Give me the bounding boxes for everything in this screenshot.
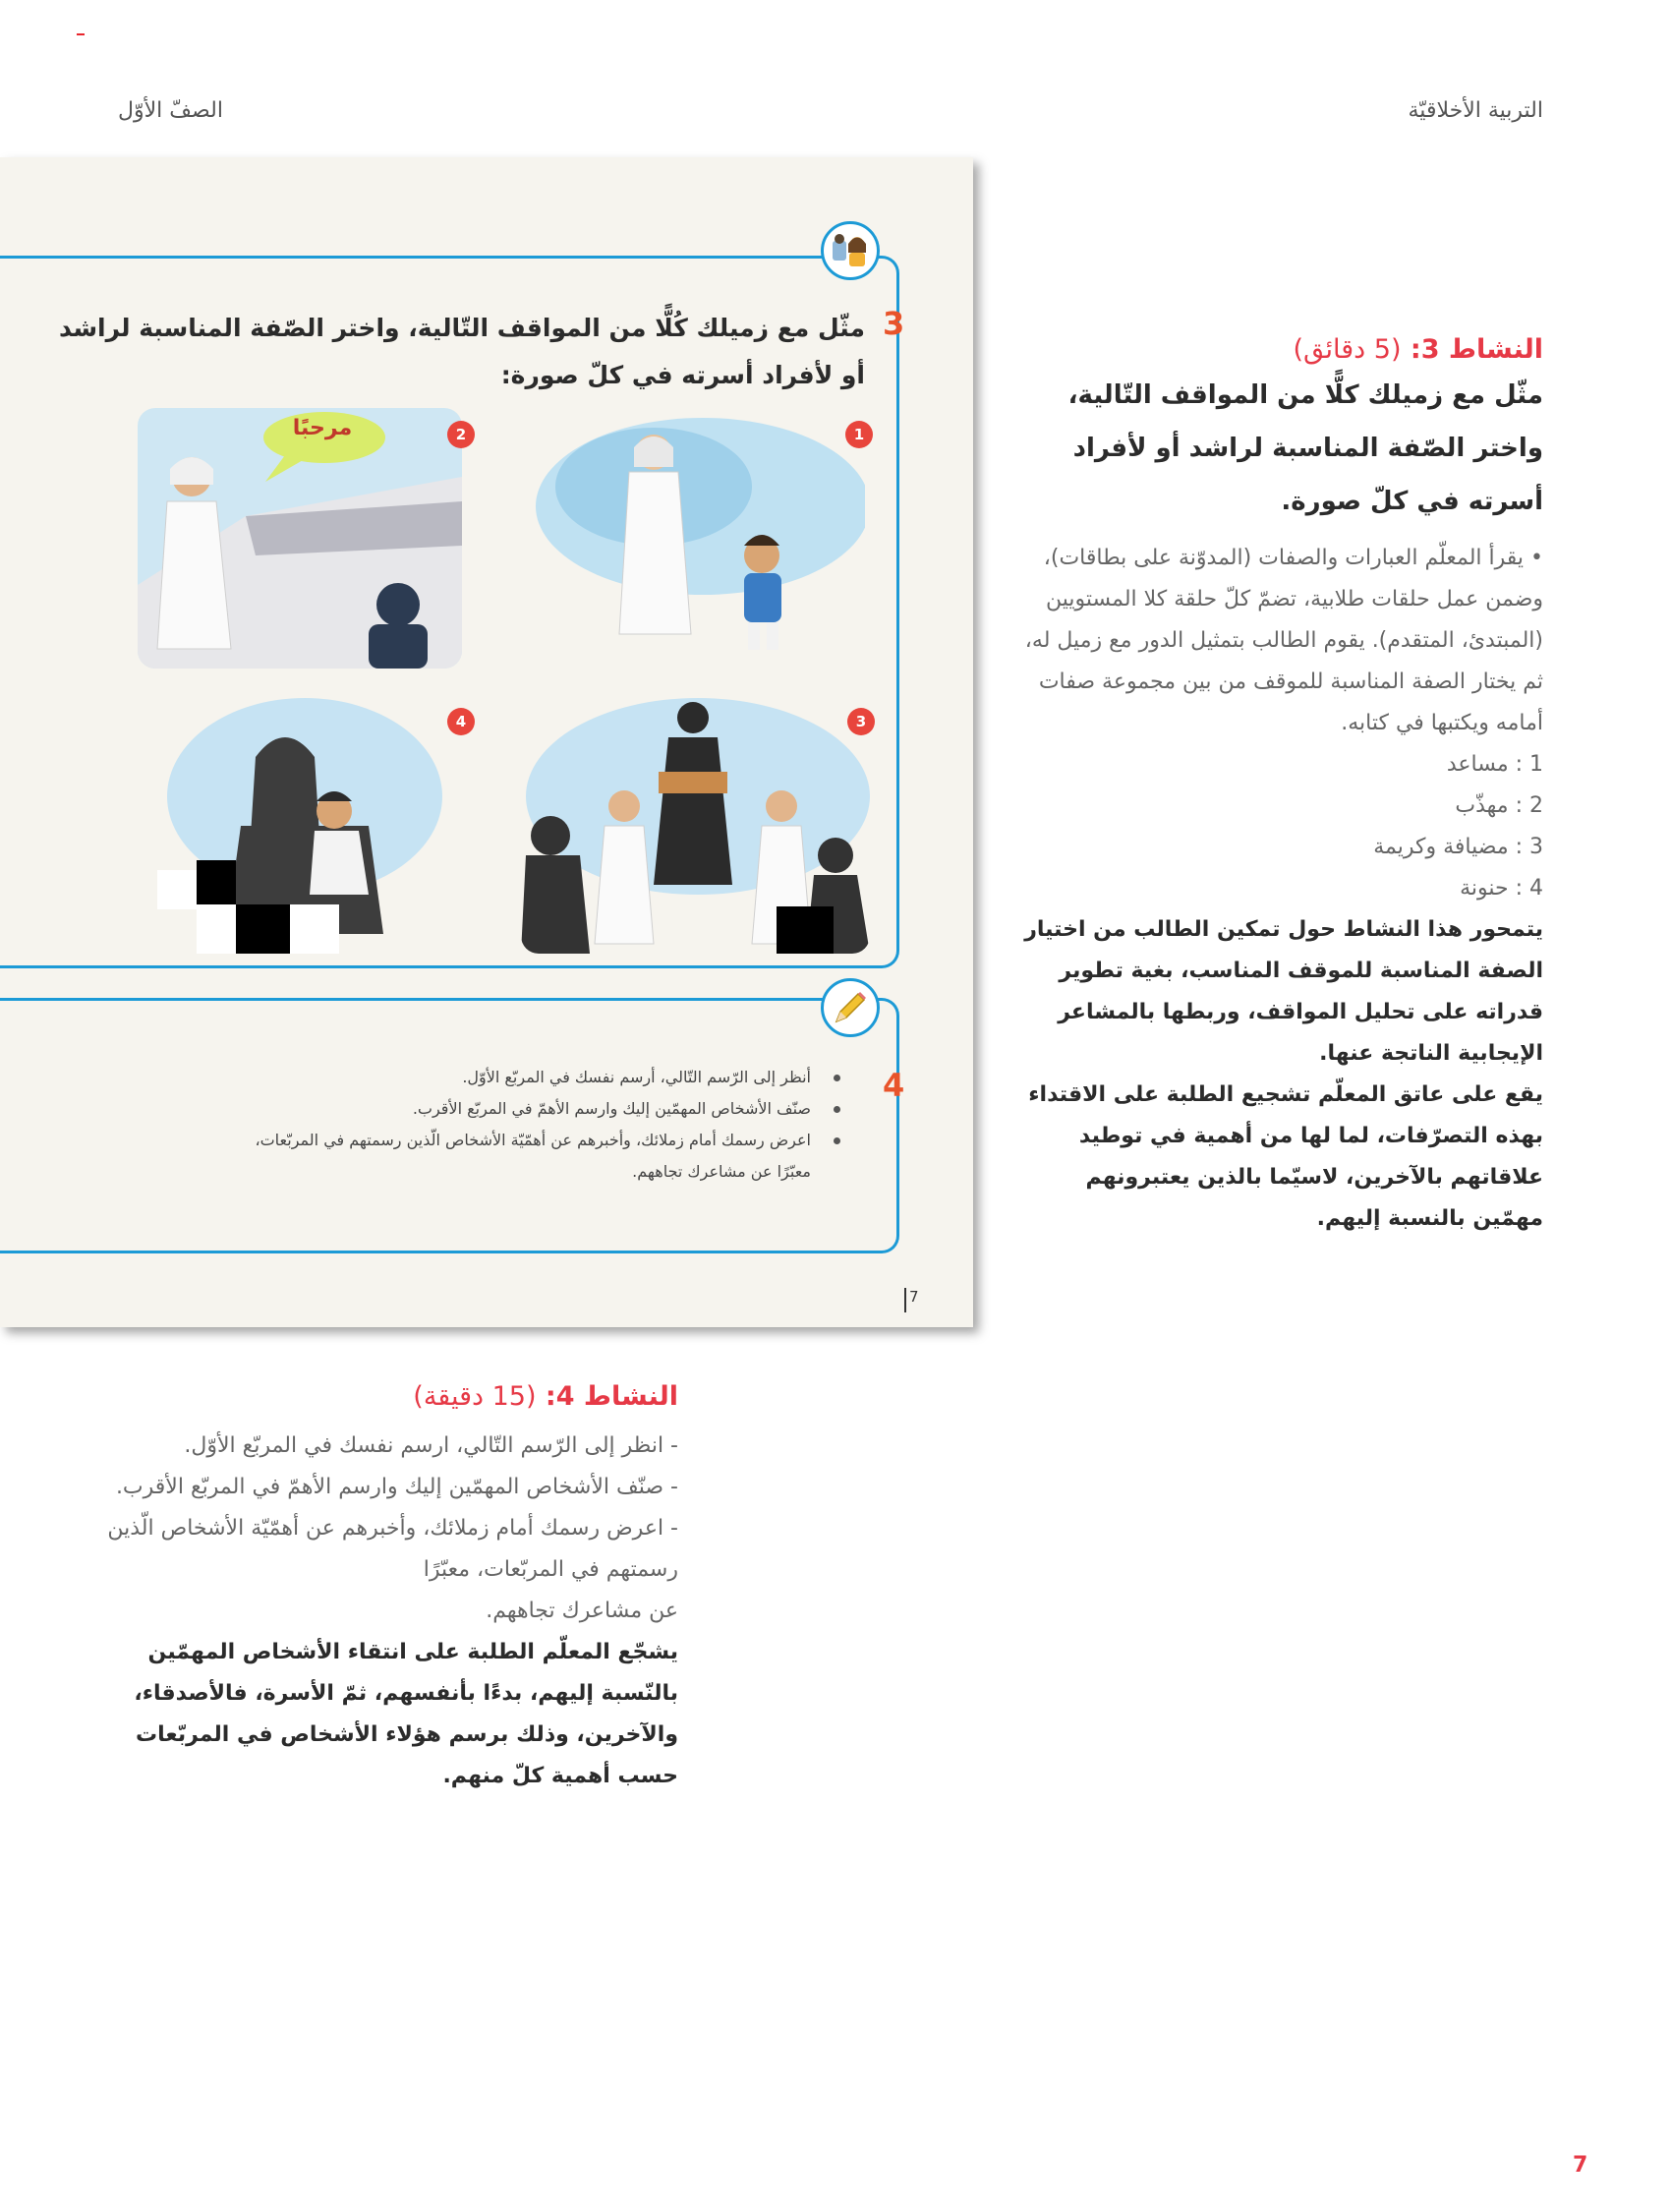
page-number: 7 <box>1573 2153 1588 2178</box>
header-grade: الصفّ الأوّل <box>118 98 223 123</box>
activity-4-title <box>88 1381 678 1412</box>
picture-2 <box>138 408 462 669</box>
list-item: أنظر إلى الرّسم التّالي، أرسم نفسك في المربّع الأوّل. <box>133 1062 840 1093</box>
speech-bubble-text: مرحبًا <box>292 416 353 440</box>
question-4-list <box>133 1062 840 1188</box>
picture-3 <box>521 688 870 954</box>
question-4-number: 4 <box>883 1067 905 1104</box>
picture-1 <box>526 408 865 669</box>
activity-4-line-2: - صنّف الأشخاص المهمّين إليك وارسم الأهمّ في المربّع الأقرب. <box>115 1475 678 1499</box>
activity-4-label: النشاط 4: <box>545 1381 678 1412</box>
activity-4-notes <box>88 1381 678 1797</box>
student-book-page <box>0 157 973 1327</box>
list-item: صنّف الأشخاص المهمّين إليك وارسم الأهمّ في المربّع الأقرب. <box>133 1093 840 1125</box>
list-item: اعرض رسمك أمام زملائك، وأخبرهم عن أهمّيّة الأشخاص الّذين رسمتهم في المربّعات، <box>133 1125 840 1156</box>
question-3-number: 3 <box>883 305 905 342</box>
activity-3-instructions: • يقرأ المعلّم العبارات والصفات (المدوّنة على بطاقات)، وضمن عمل حلقات طلابية، تضمّ كلّ حلقة كلا المستويين (المبتدئ، المتقدم). يقوم الطالب بتمثيل الدور مع زميل له، ثم يختار الصفة المناسبة للموقف من بين مجموعة صفات أمامه ويكتبها في كتابه. <box>1024 546 1543 735</box>
corner-mark <box>77 33 85 35</box>
question-3-text: مثّل مع زميلك كُلًّا من المواقف التّالية، واختر الصّفة المناسبة لراشد أو لأفراد أسرته في كلّ صورة: <box>59 314 865 389</box>
picture-1-number: 1 <box>845 421 873 448</box>
activity-3-notes <box>1012 334 1543 1240</box>
picture-4-number: 4 <box>447 708 475 735</box>
activity-3-option-1: 1 : مساعد <box>1446 752 1543 777</box>
picture-3-number: 3 <box>847 708 875 735</box>
activity-3-lead: مثّل مع زميلك كلًّا من المواقف التّالية، واختر الصّفة المناسبة لراشد أو لأفراد أسرته في كلّ صورة. <box>1067 380 1543 516</box>
book-page-number: 7 <box>909 1288 919 1306</box>
activity-3-title <box>1012 334 1543 365</box>
activity-4-line-1: - انظر إلى الرّسم التّالي، ارسم نفسك في المربّع الأوّل. <box>184 1433 678 1458</box>
activity-3-option-4: 4 : حنونة <box>1460 876 1543 901</box>
picture-2-number: 2 <box>447 421 475 448</box>
pencil-icon <box>821 978 880 1037</box>
activity-4-line-4: عن مشاعرك تجاههم. <box>486 1599 678 1623</box>
picture-4 <box>157 688 452 954</box>
footer-divider <box>904 1288 906 1312</box>
activity-3-option-3: 3 : مضيافة وكريمة <box>1373 835 1543 859</box>
activity-4-teacher-note: يشجّع المعلّم الطلبة على انتقاء الأشخاص المهمّين بالنّسبة إليهم، بدءًا بأنفسهم، ثمّ الأسرة، فالأصدقاء، والآخرين، وذلك برسم هؤلاء الأشخاص في المربّعات حسب أهمية كلّ منهم. <box>134 1640 678 1788</box>
pair-work-icon <box>821 221 880 280</box>
activity-4-line-3: - اعرض رسمك أمام زملائك، وأخبرهم عن أهمّيّة الأشخاص الّذين رسمتهم في المربّعات، معبّرًا <box>107 1516 678 1582</box>
activity-3-label: النشاط 3: <box>1410 334 1543 365</box>
activity-3-duration: (5 دقائق) <box>1293 334 1402 365</box>
activity-4-duration: (15 دقيقة) <box>413 1381 537 1412</box>
activity-3-option-2: 2 : مهذّب <box>1455 793 1543 818</box>
activity-3-goal: يتمحور هذا النشاط حول تمكين الطالب من اختيار الصفة المناسبة للموقف المناسب، بغية تطوير قدراته على تحليل المواقف، وربطها بالمشاعر الإيجابية الناتجة عنها. <box>1024 917 1543 1066</box>
header-subject: التربية الأخلاقيّة <box>1408 98 1543 123</box>
activity-3-teacher-role: يقع على عاتق المعلّم تشجيع الطلبة على الاقتداء بهذه التصرّفات، لما لها من أهمية في توطيد علاقاتهم بالآخرين، لاسيّما بالذين يعتبرونهم مهمّين بالنسبة إليهم. <box>1028 1082 1543 1231</box>
list-item-continuation: معبّرًا عن مشاعرك تجاههم. <box>632 1162 811 1181</box>
